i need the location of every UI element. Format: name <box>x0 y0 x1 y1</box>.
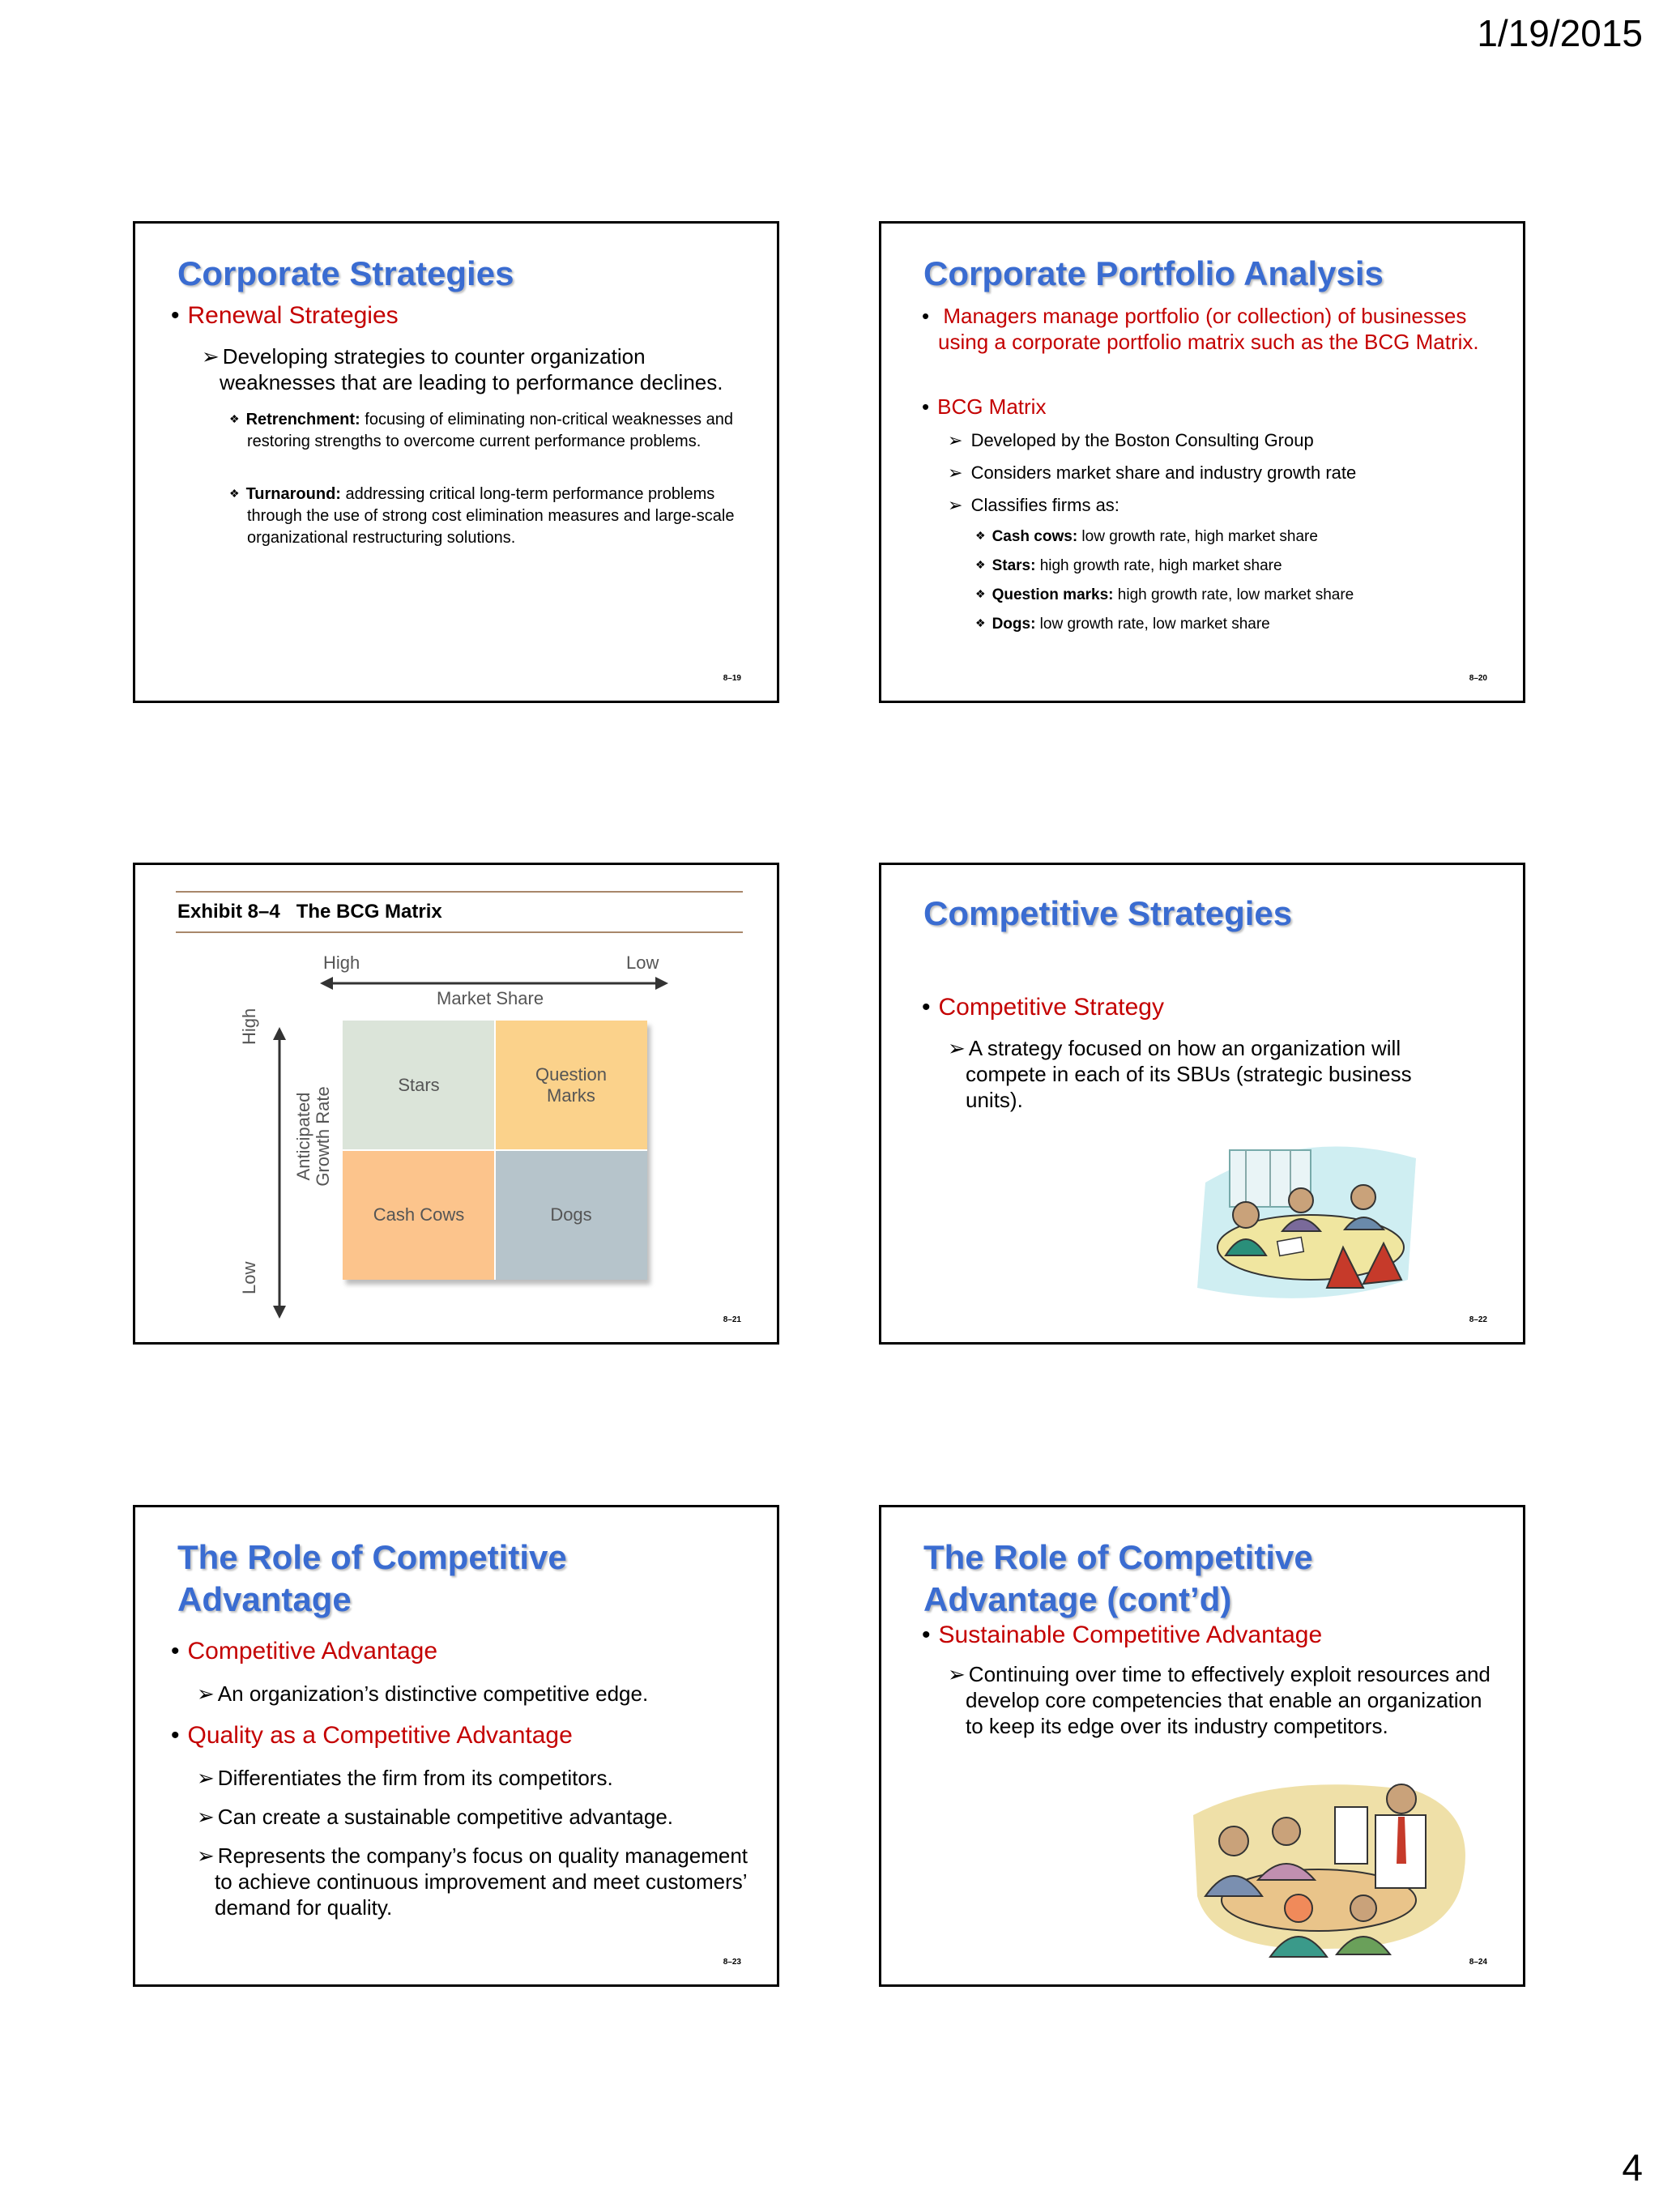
item-text: high growth rate, high market share <box>1035 557 1282 574</box>
item-retrenchment <box>229 408 749 453</box>
sub-bullet-text: A strategy focused on how an organization will compete in each of its SBUs (strategic business units). <box>966 1036 1412 1112</box>
exhibit-title: Exhibit 8–4 The BCG Matrix <box>177 901 442 923</box>
bullet-renewal-strategies: • Renewal Strategies <box>171 301 399 330</box>
sub-bullet-text: Developed by the Boston Consulting Group <box>970 430 1314 450</box>
arrow-bullet-icon: ➢ <box>948 430 963 450</box>
sub-bullet <box>948 1035 1468 1113</box>
sub-bullet-text: Classifies firms as: <box>970 495 1120 515</box>
bullet-portfolio <box>922 303 1513 355</box>
exhibit-top-rule <box>176 891 743 893</box>
matrix-cell-stars: Stars <box>343 1021 495 1150</box>
arrow-bullet-icon: ➢ <box>948 1662 966 1686</box>
meeting-clipart-image <box>1189 1126 1424 1312</box>
sub-bullet-represents <box>197 1843 766 1920</box>
item-stars <box>975 554 1282 577</box>
slide-number: 8–20 <box>1469 674 1487 683</box>
team-meeting-clipart-image <box>1181 1767 1481 1961</box>
sub-bullet-text: Continuing over time to effectively exploit resources and develop core competencies that enable an organization to keep its edge over its industry competitors. <box>966 1662 1491 1738</box>
item-text: low growth rate, low market share <box>1035 616 1270 633</box>
item-text: addressing critical long-term performance problems through the use of strong cost elimination measures and large-scale organizational restructuring solutions. <box>247 485 735 547</box>
arrow-bullet-icon: ➢ <box>197 1681 215 1706</box>
growth-rate-label-line2: Growth Rate <box>313 1086 333 1187</box>
page-number: 4 <box>1622 2146 1643 2189</box>
slide-number: 8–23 <box>723 1958 741 1967</box>
slide-title: Corporate Portfolio Analysis <box>923 254 1384 292</box>
arrow-bullet-icon: ➢ <box>948 462 963 483</box>
sub-bullet-text: An organization’s distinctive competitive edge. <box>217 1681 649 1706</box>
item-text: high growth rate, low market share <box>1113 586 1354 603</box>
slide-number: 8–24 <box>1469 1958 1487 1967</box>
bullet-bcg-matrix: • BCG Matrix <box>922 392 1046 421</box>
slide-title <box>923 1536 1313 1621</box>
sub-bullet-text: Developing strategies to counter organization weaknesses that are leading to performance declines. <box>220 344 723 394</box>
item-text: low growth rate, high market share <box>1077 528 1318 545</box>
growth-low-label: Low <box>239 1261 259 1294</box>
arrow-bullet-icon: ➢ <box>948 1036 966 1060</box>
growth-rate-label <box>294 1068 333 1205</box>
matrix-cell-dogs: Dogs <box>495 1150 647 1280</box>
slide-8-19 <box>133 221 779 703</box>
item-term: Turnaround: <box>245 485 341 503</box>
arrow-bullet-icon: ➢ <box>197 1766 215 1790</box>
sub-bullet <box>948 1661 1500 1739</box>
sub-bullet-text: Represents the company’s focus on quality management to achieve continuous improvement and meet customers’ demand for quality. <box>215 1843 748 1920</box>
item-term: Question marks: <box>992 586 1114 603</box>
sub-bullet <box>202 343 754 395</box>
arrow-bullet-icon: ➢ <box>948 495 963 515</box>
slide-title <box>177 1536 567 1621</box>
diamond-bullet-icon: ❖ <box>975 529 986 542</box>
page-date: 1/19/2015 <box>1477 12 1643 54</box>
item-question-marks <box>975 583 1354 606</box>
item-text: focusing of eliminating non-critical weaknesses and restoring strengths to overcome current performance problems. <box>247 411 733 450</box>
diamond-bullet-icon: ❖ <box>975 558 986 571</box>
slide-8-21 <box>133 863 779 1345</box>
sub-bullet-sustainable <box>197 1804 673 1830</box>
sub-bullet-developed <box>948 429 1314 451</box>
sub-bullet-text: Considers market share and industry growth rate <box>970 462 1357 483</box>
growth-high-label: High <box>239 1008 259 1045</box>
slide-title: Competitive Strategies <box>923 894 1293 932</box>
slide-number: 8–19 <box>723 674 741 683</box>
item-cash-cows <box>975 525 1318 548</box>
diamond-bullet-icon: ❖ <box>975 587 986 600</box>
slide-title-line1: The Role of Competitive <box>177 1538 567 1576</box>
growth-rate-label-line1: Anticipated <box>293 1092 313 1181</box>
sub-bullet-text: Differentiates the firm from its competitors. <box>217 1766 613 1790</box>
bullet-text: Managers manage portfolio (or collection) of businesses using a corporate portfolio matrix such as the BCG Matrix. <box>938 304 1479 354</box>
exhibit-bottom-rule <box>176 931 743 933</box>
diamond-bullet-icon: ❖ <box>975 616 986 629</box>
diamond-bullet-icon: ❖ <box>229 487 240 500</box>
slide-title-line1: The Role of Competitive <box>923 1538 1313 1576</box>
market-share-high-label: High <box>323 953 360 973</box>
slide-title: Corporate Strategies <box>177 254 514 292</box>
item-dogs <box>975 612 1270 635</box>
item-term: Cash cows: <box>992 528 1078 545</box>
slide-8-20 <box>879 221 1525 703</box>
bullet-quality: • Quality as a Competitive Advantage <box>171 1721 573 1750</box>
item-turnaround <box>229 483 749 549</box>
bullet-competitive-strategy: • Competitive Strategy <box>922 993 1164 1022</box>
arrow-bullet-icon: ➢ <box>197 1805 215 1829</box>
market-share-label: Market Share <box>437 988 544 1008</box>
arrow-bullet-icon: ➢ <box>197 1843 215 1868</box>
market-share-low-label: Low <box>626 953 659 973</box>
slide-number: 8–21 <box>723 1315 741 1324</box>
item-term: Dogs: <box>992 616 1036 633</box>
arrow-bullet-icon: ➢ <box>202 344 220 369</box>
slide-8-24 <box>879 1505 1525 1987</box>
sub-bullet-distinctive-edge <box>197 1681 648 1707</box>
sub-bullet-considers <box>948 462 1356 484</box>
matrix-divider-horizontal <box>343 1149 647 1151</box>
diamond-bullet-icon: ❖ <box>229 412 240 425</box>
slide-title-line2: Advantage <box>177 1580 352 1618</box>
item-term: Retrenchment: <box>245 411 360 428</box>
sub-bullet-classifies <box>948 494 1120 516</box>
matrix-cell-cash-cows: Cash Cows <box>343 1150 495 1280</box>
sub-bullet-differentiates <box>197 1765 613 1791</box>
slide-8-23 <box>133 1505 779 1987</box>
bullet-sustainable-advantage: • Sustainable Competitive Advantage <box>922 1621 1322 1650</box>
slide-8-22 <box>879 863 1525 1345</box>
slide-title-line2: Advantage (cont’d) <box>923 1580 1232 1618</box>
matrix-cell-question-marks: Question Marks <box>495 1021 647 1150</box>
slide-number: 8–22 <box>1469 1315 1487 1324</box>
item-term: Stars: <box>992 557 1036 574</box>
bullet-competitive-advantage: • Competitive Advantage <box>171 1637 437 1666</box>
sub-bullet-text: Can create a sustainable competitive advantage. <box>217 1805 674 1829</box>
